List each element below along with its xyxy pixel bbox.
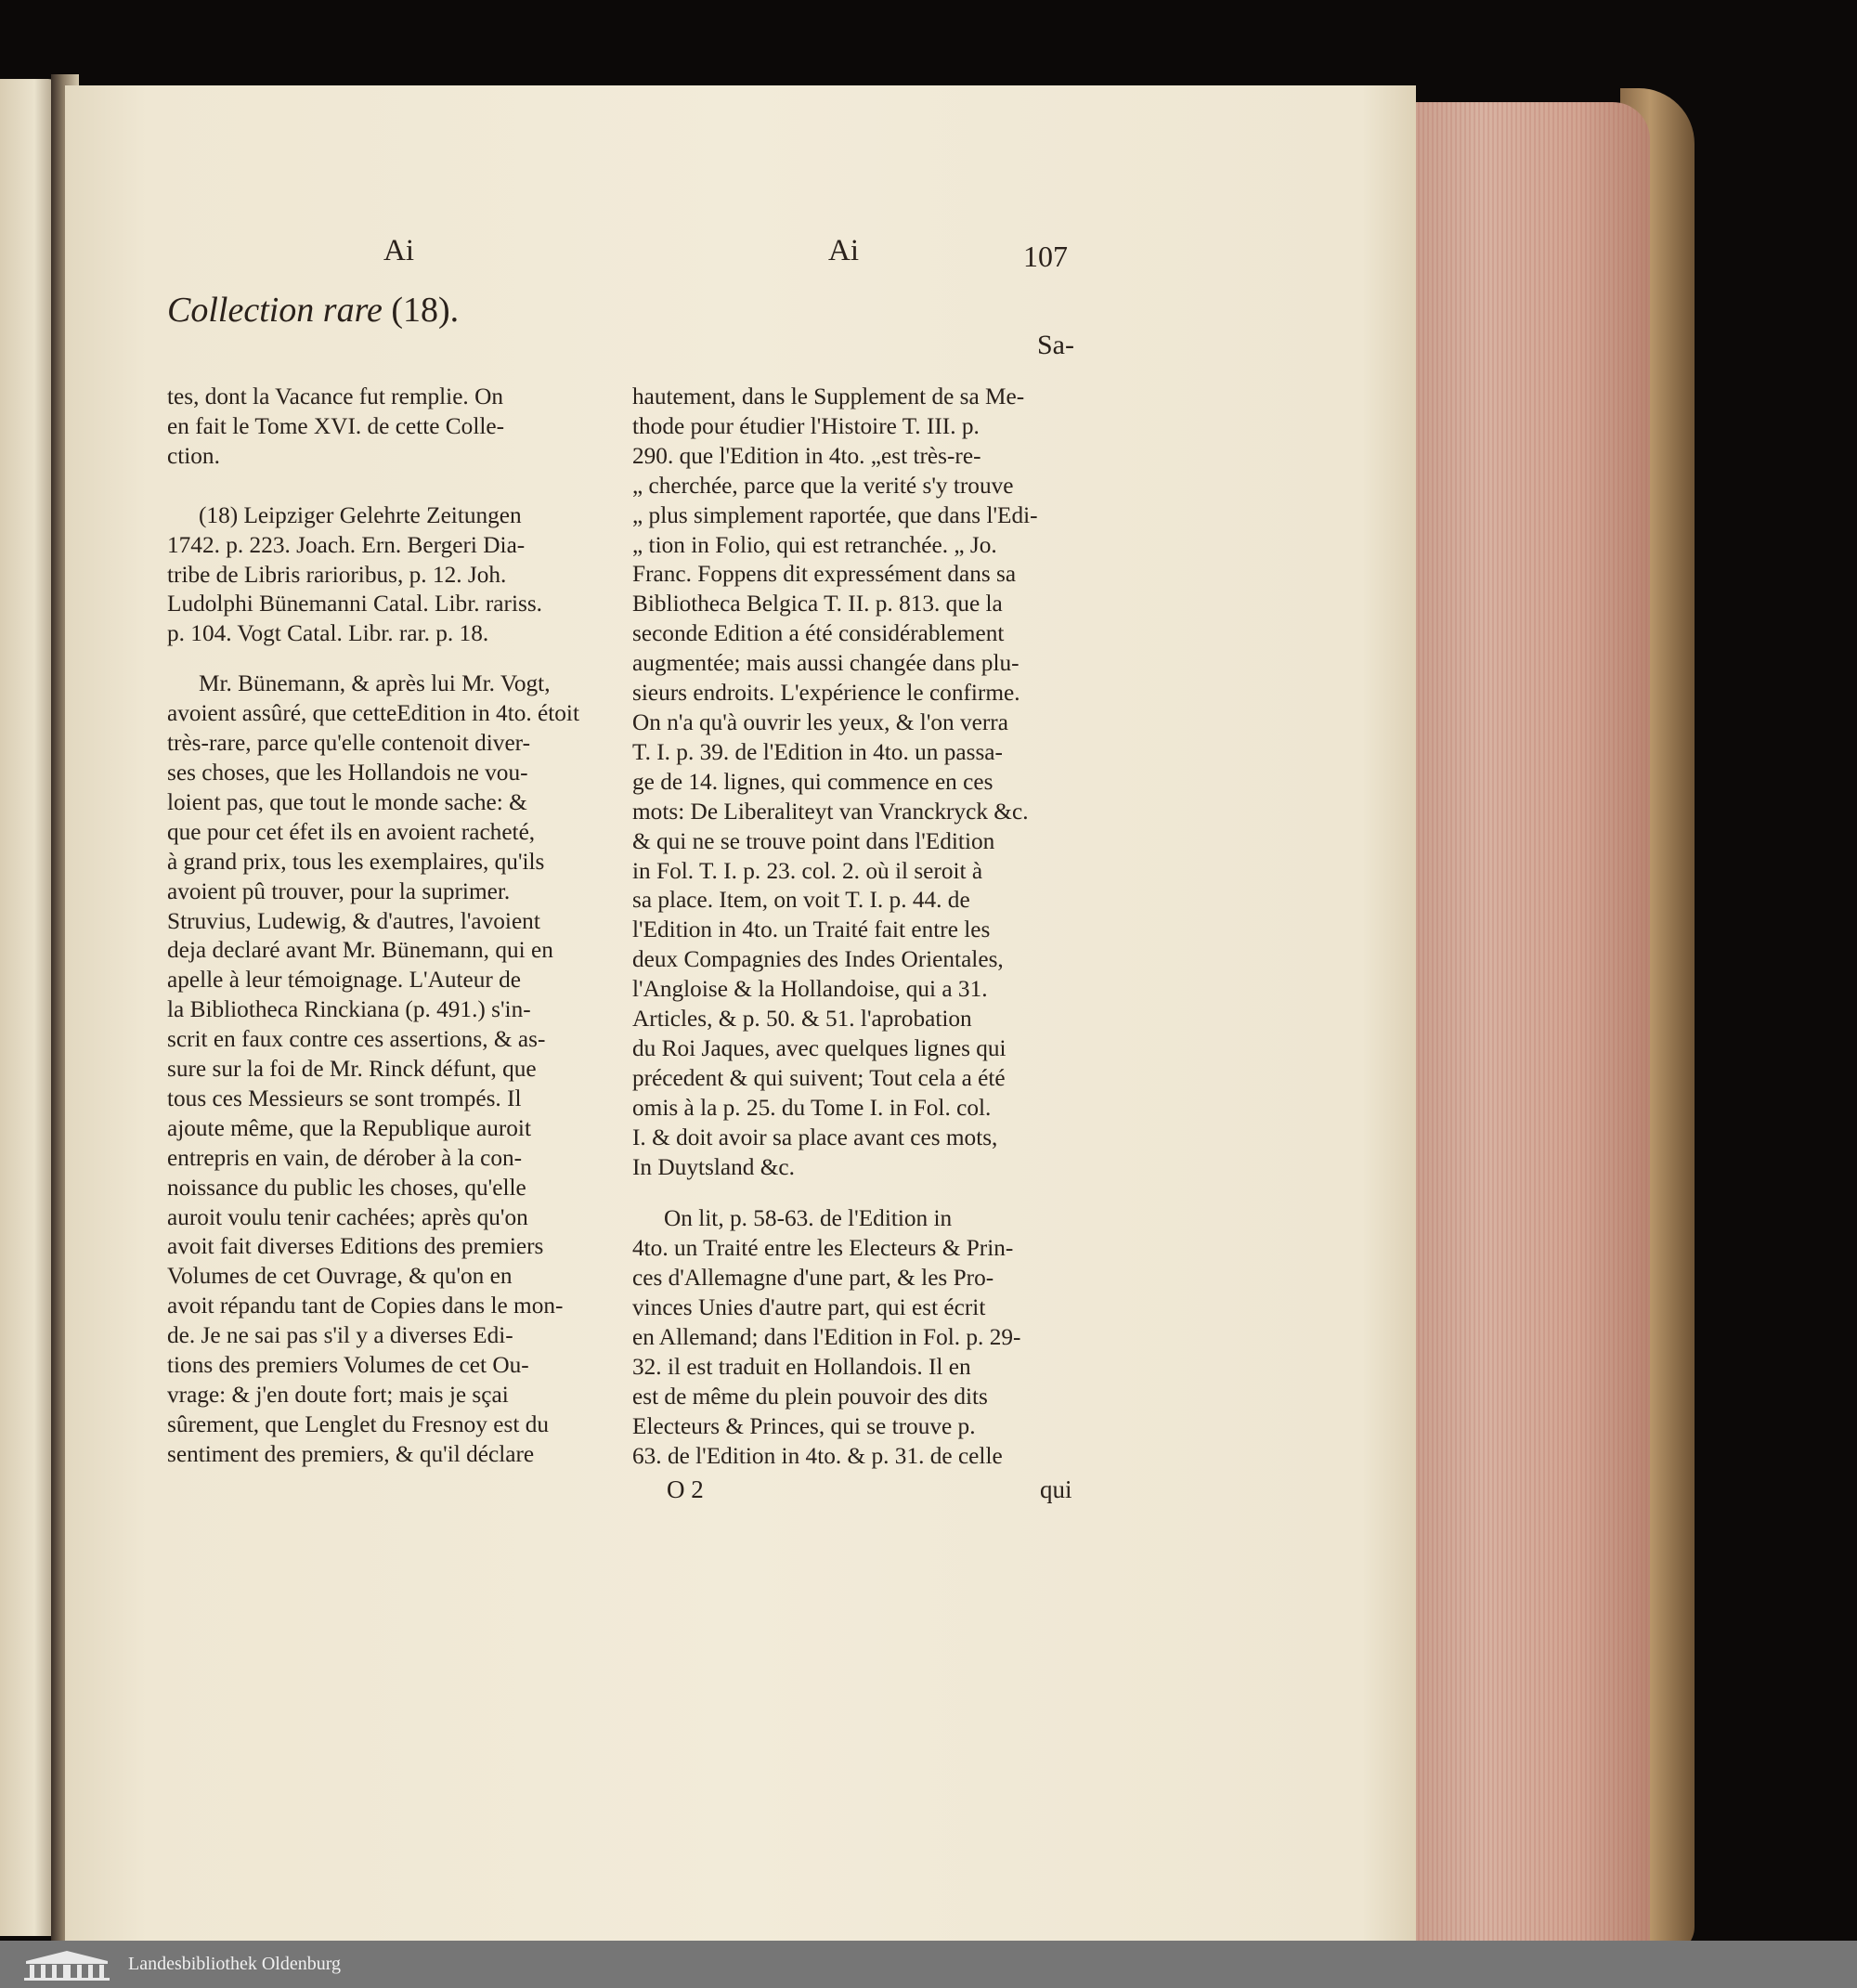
right-paragraph-2 [632,1204,1072,1471]
text-line: l'Edition in 4to. un Traité fait entre les [632,916,991,943]
text-line: 290. que l'Edition in 4to. „est très-re- [632,442,981,469]
text-line: p. 104. Vogt Catal. Libr. rar. p. 18. [167,620,489,647]
text-line: sieurs endroits. L'expérience le confirme. [632,680,1020,707]
text-line: „ plus simplement raportée, que dans l'Edi- [632,501,1038,528]
text-line: vrage: & j'en doute fort; mais je sçai [167,1382,509,1408]
right-running-head: Ai [828,234,859,267]
text-line: Volumes de cet Ouvrage, & qu'on en [167,1263,513,1290]
left-running-head: Ai [383,234,414,267]
text-line: précedent & qui suivent; Tout cela a été [632,1064,1006,1091]
left-paragraph-1 [167,383,607,472]
text-line: deux Compagnies des Indes Orientales, [632,946,1004,973]
text-line: seconde Edition a été considérablement [632,620,1005,647]
text-line: très-rare, parce qu'elle contenoit diver- [167,730,531,757]
left-paragraph-3 [167,669,607,1469]
text-line: & qui ne se trouve point dans l'Edition [632,827,995,854]
text-line: tous ces Messieurs se sont trompés. Il [167,1085,522,1111]
text-line: 63. de l'Edition in 4to. & p. 31. de celle [632,1442,1003,1469]
text-line: Mr. Bünemann, & après lui Mr. Vogt, [199,670,551,697]
section-title: Collection rare [167,291,383,330]
text-line: ge de 14. lignes, qui commence en ces [632,768,993,795]
text-line: la Bibliotheca Rinckiana (p. 491.) s'in- [167,996,531,1023]
text-line: Struvius, Ludewig, & d'autres, l'avoient [167,907,540,934]
catchword-bottom: qui [1040,1475,1072,1503]
text-line: Bibliotheca Belgica T. II. p. 813. que la [632,591,1003,617]
text-line: sûrement, que Lenglet du Fresnoy est du [167,1410,549,1437]
text-line: sure sur la foi de Mr. Rinck défunt, que [167,1056,537,1083]
text-line: avoit fait diverses Editions des premiers [167,1233,544,1260]
signature-mark: O 2 [667,1475,704,1503]
text-line: mots: De Liberaliteyt van Vranckryck &c. [632,798,1029,825]
text-line: entrepris en vain, de dérober à la con- [167,1144,523,1171]
text-line: „ tion in Folio, qui est retranchée. „ Jo. [632,531,997,558]
text-line: tions des premiers Volumes de cet Ou- [167,1352,529,1379]
text-line: avoient assûré, que cetteEdition in 4to. étoit [167,700,579,727]
text-line: Franc. Foppens dit expressément dans sa [632,561,1017,588]
text-line: ajoute même, que la Republique auroit [167,1114,531,1141]
text-line: „ cherchée, parce que la verité s'y trouve [632,472,1014,499]
text-line: sentiment des premiers, & qu'il déclare [167,1440,535,1467]
text-line: Electeurs & Princes, qui se trouve p. [632,1412,976,1439]
text-line: noissance du public les choses, qu'elle [167,1174,526,1201]
library-name: Landesbibliothek Oldenburg [128,1954,342,1974]
text-line: scrit en faux contre ces assertions, & as- [167,1026,546,1053]
text-line: ses choses, que les Hollandois ne vou- [167,759,528,786]
text-line: T. I. p. 39. de l'Edition in 4to. un passa- [632,738,1003,765]
text-line: augmentée; mais aussi changée dans plu- [632,650,1019,677]
text-line: du Roi Jaques, avec quelques lignes qui [632,1034,1006,1061]
text-line: 32. il est traduit en Hollandois. Il en [632,1354,971,1380]
left-paragraph-2-footnote [167,501,607,650]
section-title-line [167,290,459,331]
text-line: On n'a qu'à ouvrir les yeux, & l'on verra [632,708,1008,735]
text-line: tribe de Libris rarioribus, p. 12. Joh. [167,561,507,588]
text-line: est de même du plein pouvoir des dits [632,1383,988,1410]
text-line: 4to. un Traité entre les Electeurs & Prin- [632,1235,1014,1262]
text-line: (18) Leipziger Gelehrte Zeitungen [199,501,522,528]
text-line: 1742. p. 223. Joach. Ern. Bergeri Dia- [167,531,526,558]
text-line: sa place. Item, on voit T. I. p. 44. de [632,887,970,914]
library-building-icon [20,1948,113,1982]
footer-bar [0,1941,1857,1988]
text-line: avoit répandu tant de Copies dans le mon- [167,1293,564,1319]
text-line: vinces Unies d'autre part, qui est écrit [632,1294,986,1321]
text-line: Ludolphi Bünemanni Catal. Libr. rariss. [167,591,542,617]
text-line: apelle à leur témoignage. L'Auteur de [167,967,522,994]
text-line: auroit voulu tenir cachées; après qu'on [167,1203,528,1230]
left-page-edge [0,79,58,1936]
left-column [167,383,607,1470]
page-number: 107 [1023,240,1068,273]
section-note: (18). [391,291,460,330]
text-line: Articles, & p. 50. & 51. l'aprobation [632,1006,972,1033]
text-line: l'Angloise & la Hollandoise, qui a 31. [632,976,988,1003]
right-column [632,383,1072,1472]
text-line: ction. [167,442,220,469]
text-line: de. Je ne sai pas s'il y a diverses Edi- [167,1322,513,1349]
catchword-top-right: Sa- [1037,330,1074,360]
text-line: en fait le Tome XVI. de cette Colle- [167,412,505,439]
text-line: thode pour étudier l'Histoire T. III. p. [632,412,980,439]
text-line: à grand prix, tous les exemplaires, qu'ils [167,848,545,875]
text-line: ces d'Allemagne d'une part, & les Pro- [632,1265,994,1292]
page-block-edge [1409,102,1650,1959]
text-line: avoient pû trouver, pour la suprimer. [167,877,511,904]
text-line: In Duytsland &c. [632,1153,795,1180]
text-line: hautement, dans le Supplement de sa Me- [632,383,1025,409]
text-line: in Fol. T. I. p. 23. col. 2. où il seroit à [632,857,983,884]
text-line: On lit, p. 58-63. de l'Edition in [664,1205,953,1232]
text-line: loient pas, que tout le monde sache: & [167,788,527,815]
right-paragraph-1 [632,383,1072,1182]
text-line: que pour cet éfet ils en avoient racheté, [167,818,536,845]
text-line: en Allemand; dans l'Edition in Fol. p. 29- [632,1324,1021,1351]
text-line: omis à la p. 25. du Tome I. in Fol. col. [632,1094,992,1121]
text-line: tes, dont la Vacance fut remplie. On [167,383,503,409]
text-line: I. & doit avoir sa place avant ces mots, [632,1124,998,1150]
text-line: deja declaré avant Mr. Bünemann, qui en [167,937,553,964]
